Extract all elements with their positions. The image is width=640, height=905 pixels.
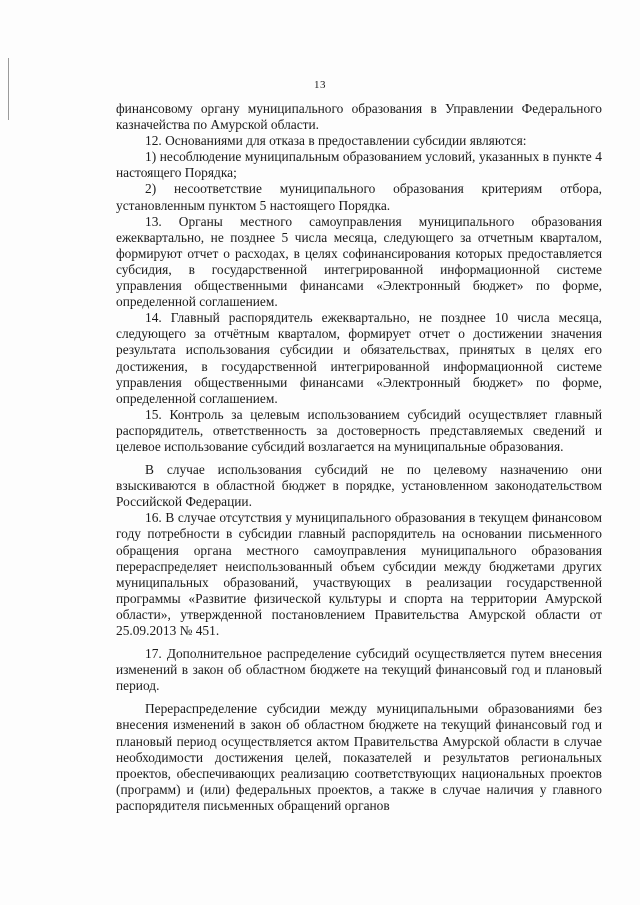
paragraph-17: 17. Дополнительное распределение субсидий осуществляется путем внесения изменений в закон об областном бюджете на текущий финансовый год и плановый период. [116, 646, 602, 694]
paragraph-14: 14. Главный распорядитель ежеквартально, не позднее 10 числа месяца, следующего за отчётным кварталом, формирует отчет о достижении значения результата использования субсидии и обязательствах, принятых в целях его достижения, в государственной интегрированной информационной системе управления общественными финансами «Электронный бюджет» по форме, определенной соглашением. [116, 310, 602, 406]
paragraph-15: 15. Контроль за целевым использованием субсидий осуществляет главный распорядитель, ответственность за достоверность представляемых сведений и целевое использование субсидий возлагается на муниципальные образования. [116, 406, 602, 454]
paragraph-15-misuse: В случае использования субсидий не по целевому назначению они взыскиваются в областной бюджет в порядке, установленном законодательством Российской Федерации. [116, 462, 602, 510]
paragraph-12: 12. Основаниями для отказа в предоставлении субсидии являются: [145, 133, 527, 149]
document-body [116, 101, 602, 814]
paragraph-16: 16. В случае отсутствия у муниципального образования в текущем финансовом году потребности в субсидии главный распорядитель на основании письменного обращения органа местного самоуправления муниципального образования перераспределяет неиспользованный объем субсидии между бюджетами других муниципальных образований, участвующих в реализации государственной программы «Развитие физической культуры и спорта на территории Амурской области», утвержденной постановлением Правительства Амурской области от 25.09.2013 № 451. [116, 510, 602, 638]
page-number: 13 [314, 79, 326, 91]
paragraph-12-item-2: 2) несоответствие муниципального образования критериям отбора, установленным пунктом 5 настоящего Порядка. [116, 181, 602, 213]
paragraph-continuation: финансовому органу муниципального образования в Управлении Федерального казначейства по Амурской области. [116, 101, 602, 133]
paragraph-12-item-1: 1) несоблюдение муниципальным образованием условий, указанных в пункте 4 настоящего Порядка; [116, 149, 602, 181]
paragraph-17-redistribution: Перераспределение субсидии между муниципальными образованиями без внесения изменений в закон об областном бюджете на текущий финансовый год и плановый период осуществляется актом Правительства Амурской области в случае необходимости достижения целей, показателей и результатов региональных проектов, обеспечивающих реализацию соответствующих национальных проектов (программ) и (или) федеральных проектов, а также в случае наличия у главного распорядителя письменных обращений органов [116, 701, 602, 813]
paragraph-13: 13. Органы местного самоуправления муниципального образования ежеквартально, не позднее 5 числа месяца, следующего за отчетным кварталом, формируют отчет о расходах, в целях софинансирования которых предоставляется субсидия, в государственной интегрированной информационной системе управления общественными финансами «Электронный бюджет» по форме, определенной соглашением. [116, 213, 602, 310]
